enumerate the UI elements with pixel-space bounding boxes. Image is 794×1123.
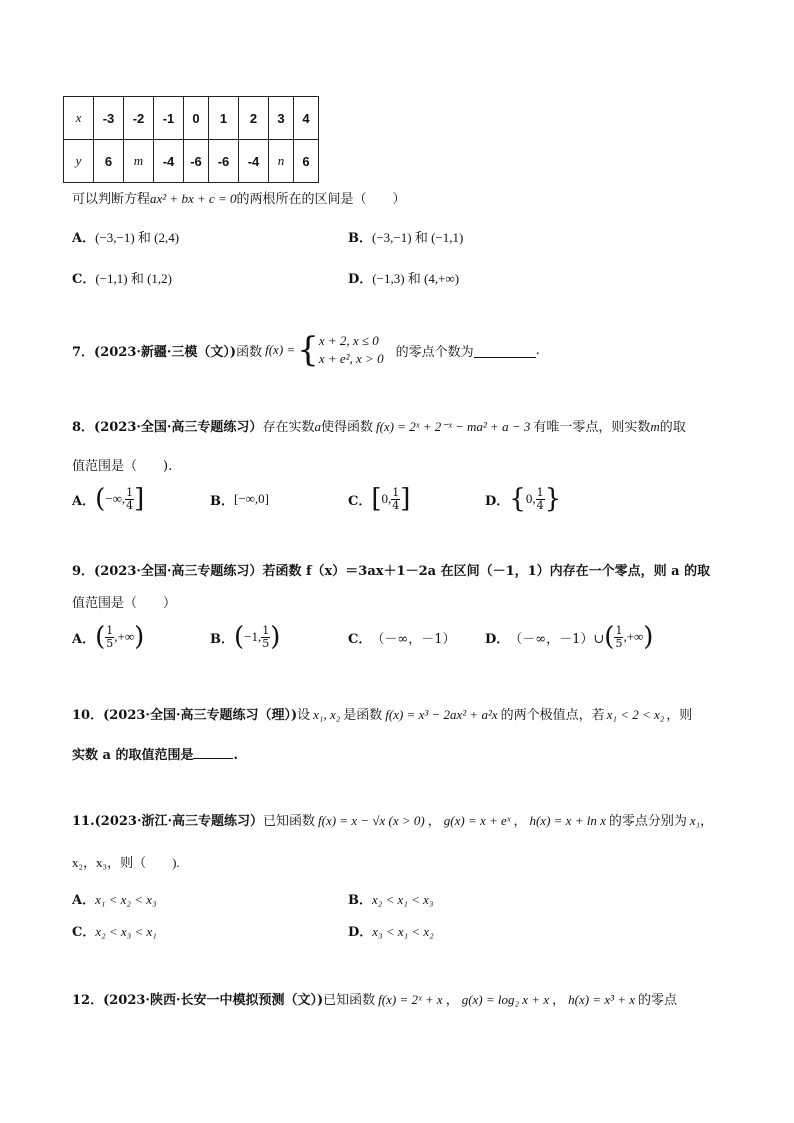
q11-g: g(x) = x + eˣ — [443, 813, 511, 828]
denominator: 4 — [536, 498, 544, 512]
option-text: (−3,−1) 和 (−1,1) — [372, 230, 464, 245]
q7-text: 函数 — [236, 344, 263, 360]
q7-fx: f(x) = — [265, 342, 296, 357]
table-cell: 2 — [239, 97, 269, 140]
denominator: 4 — [126, 498, 134, 512]
option-label: A． — [72, 631, 96, 647]
option-text: 0, — [525, 491, 536, 506]
q8-text: 使得函数 — [320, 420, 373, 435]
fraction — [614, 625, 623, 650]
q6-option-c — [72, 268, 172, 287]
option-text: x₃ < x₁ < x₂ — [372, 924, 434, 939]
q6-option-a — [72, 227, 179, 246]
table-cell: m — [124, 140, 154, 183]
q11-option-a — [72, 889, 157, 908]
question-8-line1 — [72, 416, 686, 435]
table-cell: -6 — [184, 140, 209, 183]
q6-stem-pre: 可以判断方程 — [72, 192, 151, 207]
q11-text: 的零点分别为 — [608, 814, 687, 829]
brace-left: { — [509, 484, 526, 514]
question-8-line2 — [72, 455, 172, 474]
numerator: 1 — [392, 485, 400, 499]
q10-text: 实数 a 的取值范围是 — [72, 748, 194, 763]
table-cell: -6 — [209, 140, 239, 183]
option-text: x₁ < x₂ < x₃ — [95, 892, 157, 907]
q6-stem — [72, 188, 406, 207]
question-number: 11.(2023·浙江·高三专题练习） — [72, 814, 264, 829]
question-9-line1 — [72, 560, 710, 579]
q12-g: g(x) = log₂ x + x — [461, 992, 550, 1007]
q12-text: 的零点 — [638, 993, 678, 1008]
table-row-y — [64, 140, 319, 183]
q8-option-a — [72, 481, 144, 517]
q11-h: h(x) = x + ln x — [529, 813, 606, 828]
option-text: (−3,−1) 和 (2,4) — [95, 230, 180, 245]
q6-stem-post: 的两根所在的区间是（ ） — [236, 192, 406, 207]
question-number: 9．(2023·全国·高三专题练习） — [72, 564, 263, 579]
option-text: (−1,1) 和 (1,2) — [95, 271, 173, 286]
q8-text: 的取 — [659, 420, 686, 435]
question-11-line1: 11.(2023·浙江·高三专题练习）已知函数 f(x) = x − √x (x > 0) ， g(x) = x + eˣ ， h(x) = x + ln x 的零点分别为 x₁， — [72, 813, 714, 829]
option-label: C． — [72, 272, 96, 287]
table-cell: 0 — [184, 97, 209, 140]
option-text: −1, — [244, 629, 262, 644]
table-cell: 6 — [294, 140, 319, 183]
q10-text: 是函数 — [343, 708, 383, 723]
option-label: B． — [348, 231, 372, 246]
paren-left: ( — [95, 622, 106, 652]
q8-function: f(x) = 2ˣ + 2⁻ˣ − ma² + a − 3 — [375, 419, 531, 434]
table-cell: -1 — [154, 97, 184, 140]
table-cell: x — [64, 97, 94, 140]
option-label: A． — [72, 231, 96, 246]
table-cell: 1 — [209, 97, 239, 140]
option-label: C． — [72, 925, 96, 940]
table-cell: -4 — [239, 140, 269, 183]
q10-function: f(x) = x³ − 2ax² + a²x — [385, 707, 498, 722]
q7-text2: 的零点个数为 — [395, 344, 474, 360]
option-text: −∞, — [105, 491, 126, 506]
option-text: 0, — [381, 491, 392, 506]
q9-option-c — [348, 618, 455, 656]
option-label: D． — [348, 925, 373, 940]
value-table — [63, 96, 319, 183]
q8-var-a: a — [314, 419, 321, 434]
brace-glyph: { — [297, 330, 319, 370]
q10-text: 的两个极值点，若 — [500, 708, 605, 723]
q7-case2: x + e², x > 0 — [318, 351, 384, 366]
q8-text: 有唯一零点，则实数 — [533, 420, 651, 435]
q10-text: 设 — [297, 708, 311, 723]
q8-var-m: m — [650, 419, 660, 434]
option-text: （－∞，－1）∪ — [509, 631, 605, 647]
table-cell: 4 — [294, 97, 319, 140]
question-number: 12．(2023·陕西·长安一中模拟预测（文）) — [72, 993, 324, 1008]
fraction — [105, 625, 114, 650]
question-9-line2 — [72, 592, 176, 611]
table-cell: -4 — [154, 140, 184, 183]
option-label: C． — [348, 631, 372, 647]
option-label: D． — [485, 631, 510, 647]
question-10-line2 — [72, 744, 238, 763]
table-cell: 6 — [94, 140, 124, 183]
paren-right: ) — [643, 622, 654, 652]
q9-option-d — [485, 618, 653, 656]
q10-vars: x₁, x₂ — [313, 707, 341, 722]
fraction — [536, 487, 545, 512]
q6-equation: ax² + bx + c = 0 — [150, 191, 237, 206]
q10-condition: x₁ < 2 < x₂ — [606, 707, 665, 722]
q12-f: f(x) = 2ˣ + x — [378, 992, 443, 1007]
q11-text: 已知函数 — [263, 814, 316, 829]
option-label: D． — [485, 493, 510, 509]
fraction — [125, 487, 134, 512]
question-12-line1: 12．(2023·陕西·长安一中模拟预测（文）)已知函数 f(x) = 2ˣ + x ， g(x) = log₂ x + x ， h(x) = x³ + x 的零点 — [72, 992, 678, 1008]
q11-text: x₂，x₃，则（ ). — [72, 855, 180, 870]
q7-end: . — [535, 342, 540, 358]
q11-f: f(x) = x − √x (x > 0) — [318, 813, 425, 828]
option-label: A． — [72, 493, 96, 509]
question-10-line1 — [72, 704, 692, 723]
question-number: 7．(2023·新疆·三模（文）) — [72, 344, 237, 360]
q11-option-d — [348, 921, 434, 940]
paren-right: ) — [134, 622, 145, 652]
question-11-line2 — [72, 852, 180, 871]
q6-option-b — [348, 227, 463, 246]
q9-option-b — [210, 618, 280, 656]
numerator: 1 — [106, 623, 114, 637]
q8-text: 存在实数 — [262, 420, 315, 435]
bracket-right: ] — [134, 484, 145, 514]
question-number: 10．(2023·全国·高三专题练习（理）) — [72, 708, 298, 723]
q8-text: 值范围是（ ). — [72, 459, 173, 474]
table-row-x — [64, 97, 319, 140]
q9-text: 值范围是（ ） — [72, 596, 177, 611]
answer-blank[interactable] — [193, 744, 233, 759]
numerator: 1 — [262, 623, 270, 637]
q8-option-c — [348, 481, 410, 517]
q11-x1: x₁ — [689, 813, 701, 828]
option-label: A． — [72, 893, 96, 908]
denominator: 5 — [106, 636, 114, 650]
table-cell: y — [64, 140, 94, 183]
paren-left: ( — [95, 484, 106, 514]
option-text: [−∞,0] — [234, 491, 270, 506]
q9-option-a — [72, 618, 144, 656]
q10-text: ，则 — [666, 708, 693, 723]
answer-blank[interactable] — [474, 343, 536, 358]
table-cell: -2 — [124, 97, 154, 140]
numerator: 1 — [536, 485, 544, 499]
table-cell: -3 — [94, 97, 124, 140]
question-7 — [72, 330, 540, 370]
table-cell: 3 — [269, 97, 294, 140]
paren-left: ( — [234, 622, 245, 652]
q11-option-b — [348, 889, 433, 908]
option-text: （－∞，－1） — [371, 631, 456, 647]
q12-text: 已知函数 — [323, 993, 376, 1008]
q8-option-b — [210, 481, 269, 517]
option-text: x₂ < x₃ < x₁ — [95, 924, 157, 939]
question-number: 8．(2023·全国·高三专题练习） — [72, 420, 263, 435]
denominator: 4 — [392, 498, 400, 512]
bracket-right: ] — [400, 484, 411, 514]
q11-option-c — [72, 921, 157, 940]
fraction — [391, 487, 400, 512]
brace-right: } — [544, 484, 562, 514]
paren-right: ) — [270, 622, 281, 652]
fraction — [261, 625, 270, 650]
option-text: (−1,3) 和 (4,+∞) — [372, 271, 460, 286]
numerator: 1 — [126, 485, 134, 499]
denominator: 5 — [615, 636, 623, 650]
table-cell: n — [269, 140, 294, 183]
q7-cases — [319, 332, 384, 368]
option-label: D． — [348, 272, 373, 287]
option-label: B． — [348, 893, 372, 908]
option-text: ,+∞ — [623, 629, 644, 644]
option-text: x₂ < x₁ < x₃ — [372, 892, 434, 907]
q7-case1: x + 2, x ≤ 0 — [318, 333, 379, 348]
q9-text: 若函数 f（x）＝3ax＋1－2a 在区间（－1，1）内存在一个零点，则 a 的取 — [262, 564, 711, 579]
paren-left: ( — [604, 622, 615, 652]
q6-option-d — [348, 268, 459, 287]
option-text: ,+∞ — [114, 629, 135, 644]
q10-end: . — [233, 748, 239, 763]
q12-h: h(x) = x³ + x — [568, 992, 636, 1007]
denominator: 5 — [262, 636, 270, 650]
q8-option-d — [485, 481, 561, 517]
bracket-left: [ — [371, 484, 382, 514]
option-label: C． — [348, 493, 372, 509]
option-label: B． — [210, 631, 234, 647]
numerator: 1 — [615, 623, 623, 637]
option-label: B． — [210, 493, 234, 509]
